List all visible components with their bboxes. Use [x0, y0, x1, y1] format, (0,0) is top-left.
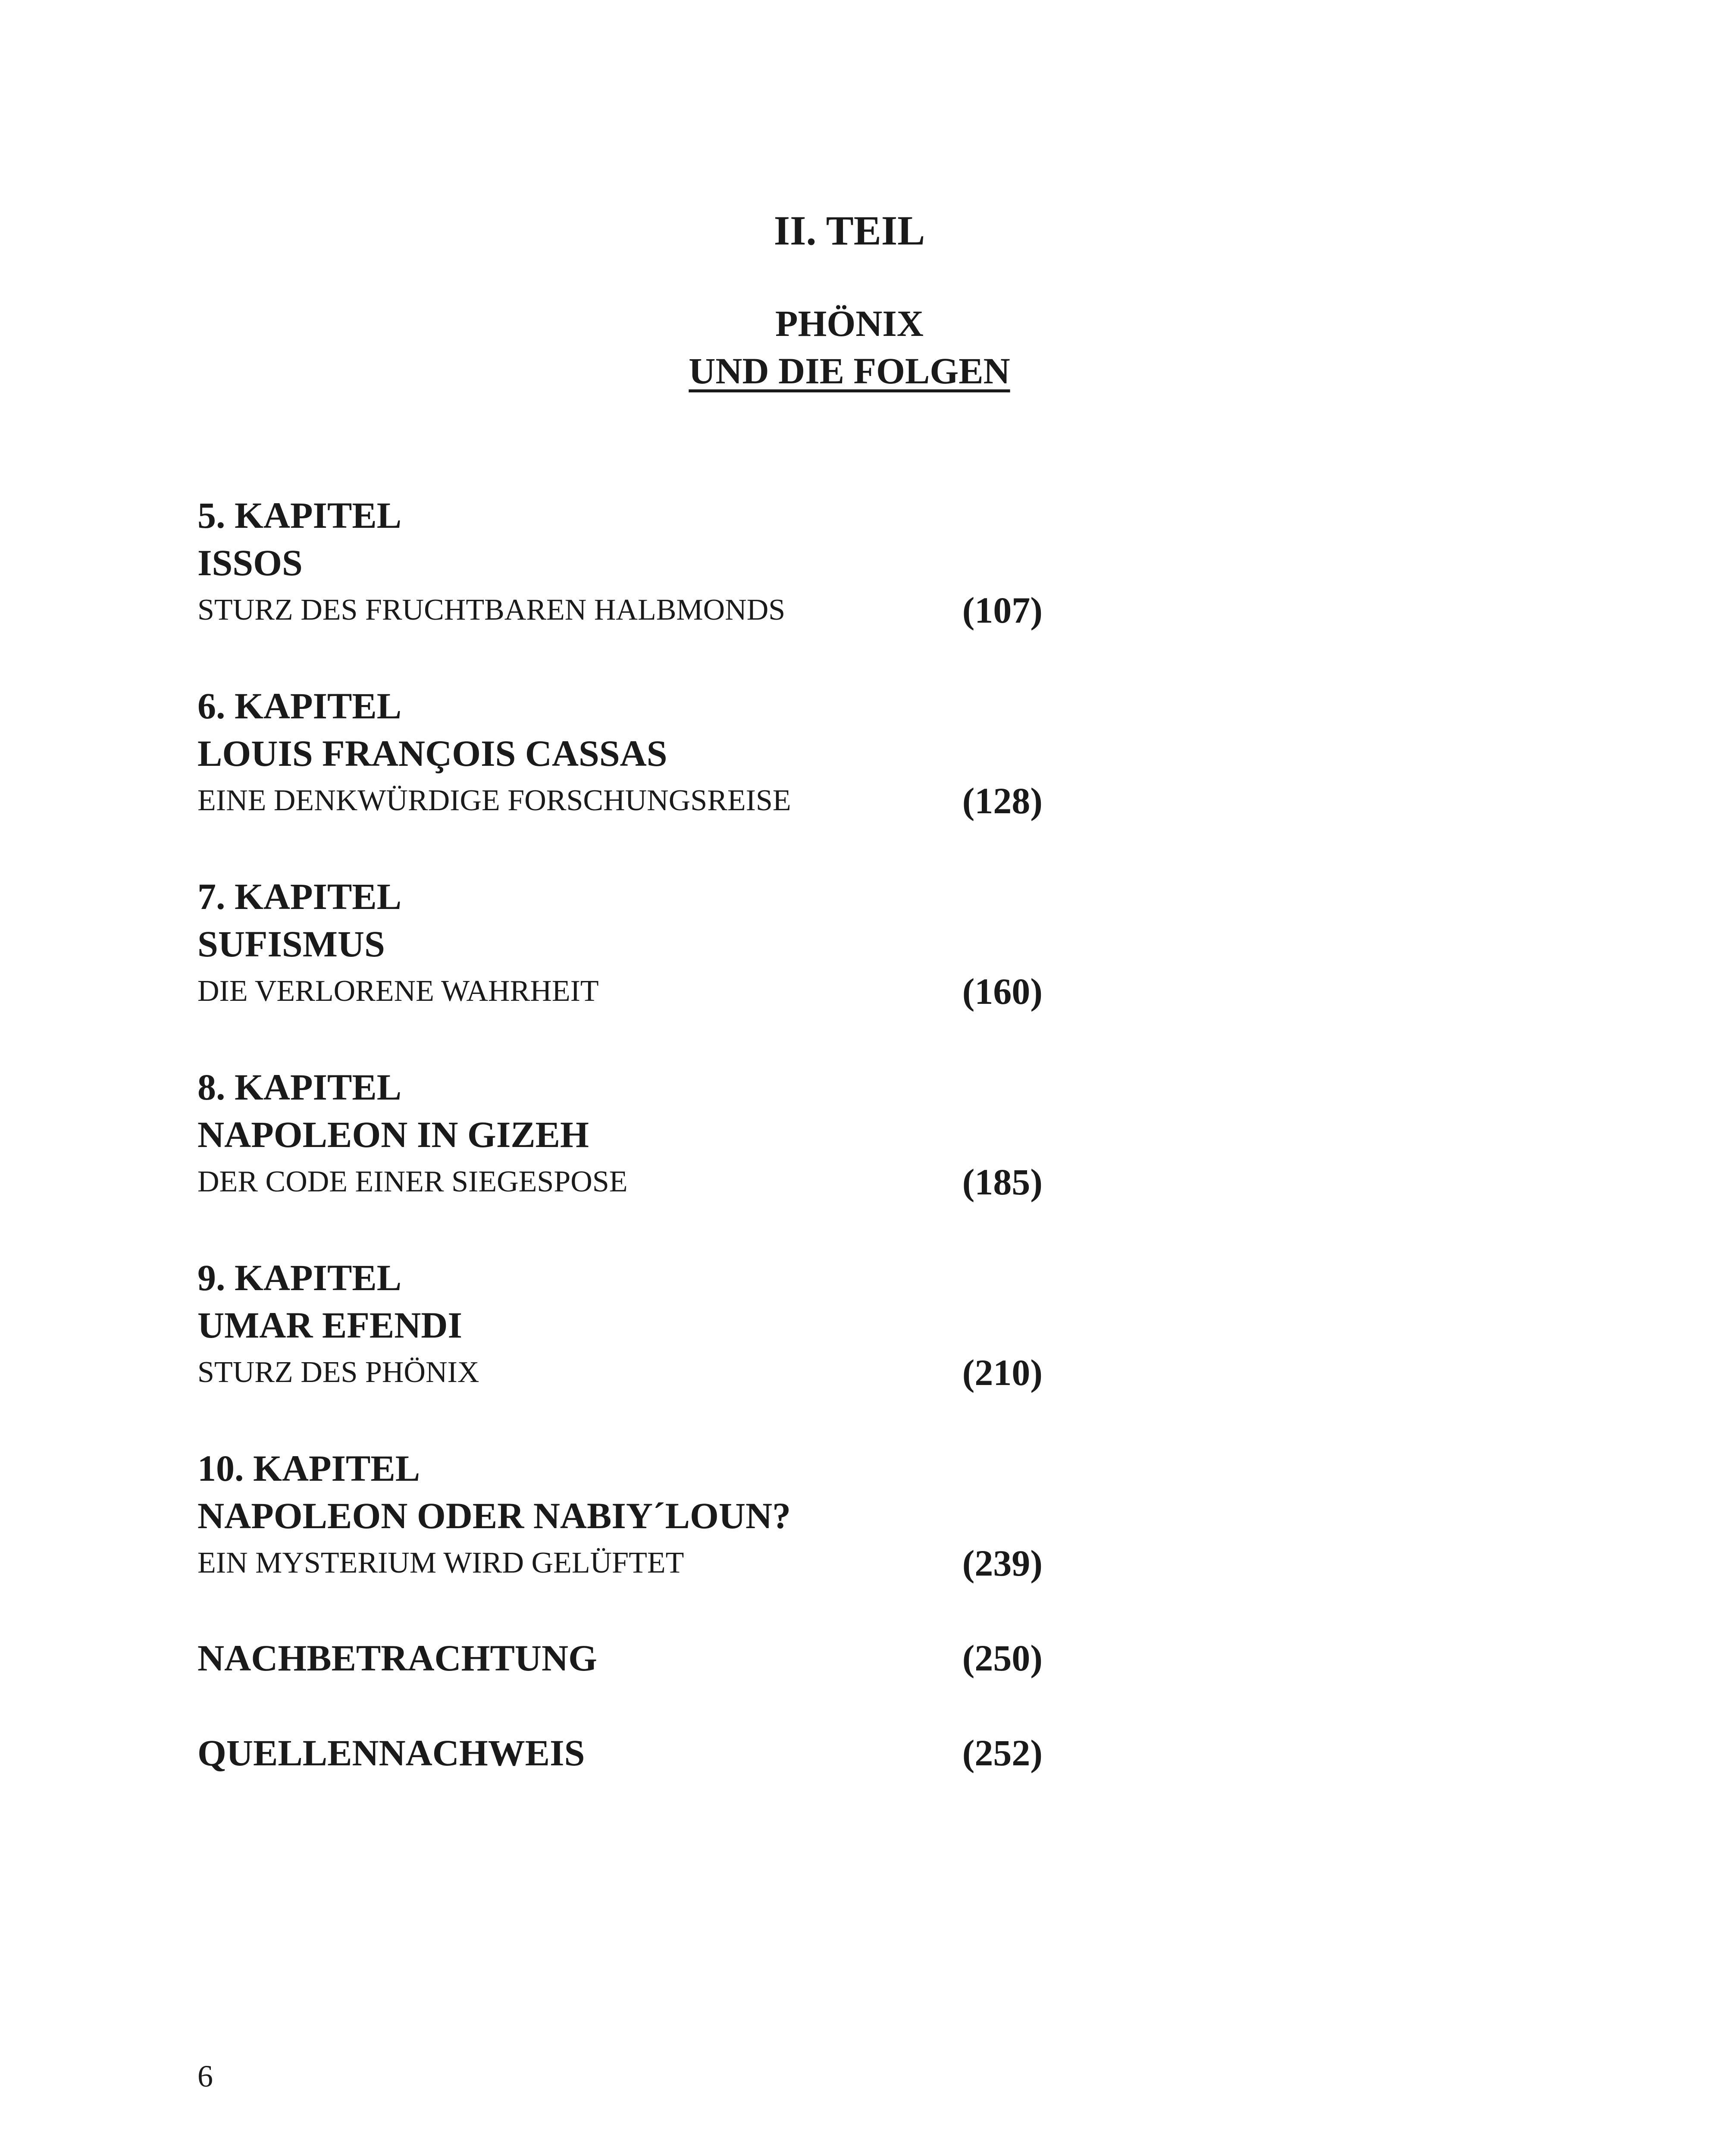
chapter-page-ref: (210) — [962, 1352, 1043, 1393]
toc-chapter-8 — [197, 1063, 1043, 1206]
toc-chapter-5 — [197, 492, 1043, 634]
part-subtitle-underlined — [0, 349, 1699, 392]
chapter-number: 6. KAPITEL — [197, 685, 402, 727]
chapter-number: 7. KAPITEL — [197, 876, 402, 917]
chapter-subtitle: DER CODE EINER SIEGESPOSE — [197, 1165, 628, 1198]
toc-quellennachweis — [197, 1729, 1043, 1777]
table-of-contents — [197, 492, 1043, 1777]
page-number: 6 — [197, 2059, 213, 2093]
toc-chapter-7 — [197, 873, 1043, 1015]
chapter-subtitle: STURZ DES PHÖNIX — [197, 1356, 479, 1389]
chapter-number: 9. KAPITEL — [197, 1257, 402, 1298]
chapter-number: 10. KAPITEL — [197, 1448, 420, 1489]
part-subtitle-underlined-text: UND DIE FOLGEN — [689, 350, 1010, 392]
extra-entry-title: NACHBETRACHTUNG — [197, 1637, 597, 1679]
chapter-title: UMAR EFENDI — [197, 1304, 462, 1346]
chapter-page-ref: (185) — [962, 1161, 1043, 1203]
chapter-subtitle: EINE DENKWÜRDIGE FORSCHUNGSREISE — [197, 784, 791, 817]
chapter-title: NAPOLEON IN GIZEH — [197, 1114, 589, 1155]
chapter-page-ref: (128) — [962, 780, 1043, 821]
toc-chapter-6 — [197, 682, 1043, 824]
toc-nachbetrachtung — [197, 1634, 1043, 1682]
extra-entry-title: QUELLENNACHWEIS — [197, 1732, 585, 1774]
toc-chapter-9 — [197, 1254, 1043, 1396]
extra-entry-page-ref: (252) — [962, 1732, 1043, 1774]
chapter-number: 5. KAPITEL — [197, 495, 402, 536]
chapter-subtitle: DIE VERLORENE WAHRHEIT — [197, 975, 599, 1008]
chapter-title: ISSOS — [197, 542, 303, 583]
toc-chapter-10 — [197, 1445, 1043, 1587]
chapter-title: NAPOLEON ODER NABIY´LOUN? — [197, 1495, 791, 1536]
chapter-title: SUFISMUS — [197, 923, 385, 965]
extra-entry-page-ref: (250) — [962, 1637, 1043, 1679]
chapter-subtitle: STURZ DES FRUCHTBAREN HALBMONDS — [197, 593, 786, 627]
chapter-number: 8. KAPITEL — [197, 1066, 402, 1108]
part-subtitle: PHÖNIX — [775, 303, 924, 344]
chapter-title: LOUIS FRANÇOIS CASSAS — [197, 733, 667, 774]
chapter-page-ref: (239) — [962, 1542, 1043, 1584]
part-title: II. TEIL — [774, 207, 925, 254]
chapter-page-ref: (107) — [962, 589, 1043, 631]
chapter-subtitle: EIN MYSTERIUM WIRD GELÜFTET — [197, 1546, 684, 1579]
chapter-page-ref: (160) — [962, 971, 1043, 1012]
